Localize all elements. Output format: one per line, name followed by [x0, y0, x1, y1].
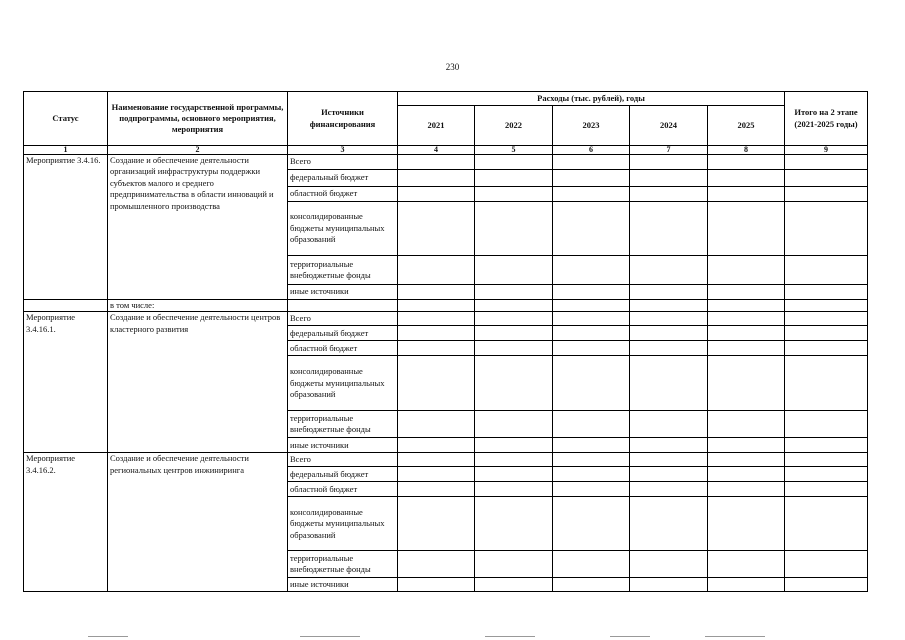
header-total: Итого на 2 этапе (2021-2025 годы)	[785, 92, 868, 146]
status-cell: Мероприятие 3.4.16.1.	[24, 312, 108, 453]
source-cell: консолидированные бюджеты муниципальных образований	[288, 497, 398, 551]
source-cell: территориальные внебюджетные фонды	[288, 256, 398, 285]
table-row	[24, 312, 868, 326]
source-cell: федеральный бюджет	[288, 467, 398, 482]
header-status: Статус	[24, 92, 108, 146]
column-number: 5	[475, 146, 553, 155]
scan-mark	[300, 636, 360, 637]
status-cell: Мероприятие 3.4.16.	[24, 155, 108, 300]
header-year: 2021	[398, 106, 475, 146]
source-cell: консолидированные бюджеты муниципальных образований	[288, 202, 398, 256]
source-cell: территориальные внебюджетные фонды	[288, 411, 398, 438]
column-number: 6	[553, 146, 630, 155]
source-cell: иные источники	[288, 438, 398, 453]
header-sources: Источники финансирования	[288, 92, 398, 146]
source-cell: территориальные внебюджетные фонды	[288, 551, 398, 578]
scan-mark	[610, 636, 650, 637]
scan-mark	[485, 636, 535, 637]
header-year: 2025	[708, 106, 785, 146]
source-cell: консолидированные бюджеты муниципальных образований	[288, 356, 398, 411]
header-name: Наименование государственной программы, подпрограммы, основного мероприятия, мероприятия	[108, 92, 288, 146]
page-number: 230	[445, 62, 460, 72]
source-cell: Всего	[288, 453, 398, 467]
source-cell: Всего	[288, 155, 398, 170]
scan-mark	[88, 636, 128, 637]
column-number: 3	[288, 146, 398, 155]
column-number: 7	[630, 146, 708, 155]
column-number: 1	[24, 146, 108, 155]
budget-table	[23, 91, 868, 592]
including-label: в том числе:	[108, 300, 288, 312]
column-number: 9	[785, 146, 868, 155]
name-cell: Создание и обеспечение деятельности организаций инфраструктуры поддержки субъектов малого и среднего предпринимательства в области инноваций и промышленного производства	[108, 155, 288, 300]
header-year: 2024	[630, 106, 708, 146]
source-cell: областной бюджет	[288, 482, 398, 497]
table-row	[24, 155, 868, 170]
name-cell: Создание и обеспечение деятельности центров кластерного развития	[108, 312, 288, 453]
source-cell: иные источники	[288, 578, 398, 592]
column-number: 2	[108, 146, 288, 155]
scan-mark	[705, 636, 765, 637]
source-cell: областной бюджет	[288, 341, 398, 356]
column-numbers-row	[24, 146, 868, 155]
table-row	[24, 453, 868, 467]
source-cell: федеральный бюджет	[288, 170, 398, 187]
source-cell: областной бюджет	[288, 187, 398, 202]
including-row	[24, 300, 868, 312]
header-year: 2022	[475, 106, 553, 146]
status-cell: Мероприятие 3.4.16.2.	[24, 453, 108, 592]
source-cell: федеральный бюджет	[288, 326, 398, 341]
column-number: 4	[398, 146, 475, 155]
source-cell: Всего	[288, 312, 398, 326]
header-year: 2023	[553, 106, 630, 146]
name-cell: Создание и обеспечение деятельности региональных центров инжиниринга	[108, 453, 288, 592]
header-expenses: Расходы (тыс. рублей), годы	[398, 92, 785, 106]
column-number: 8	[708, 146, 785, 155]
source-cell: иные источники	[288, 285, 398, 300]
